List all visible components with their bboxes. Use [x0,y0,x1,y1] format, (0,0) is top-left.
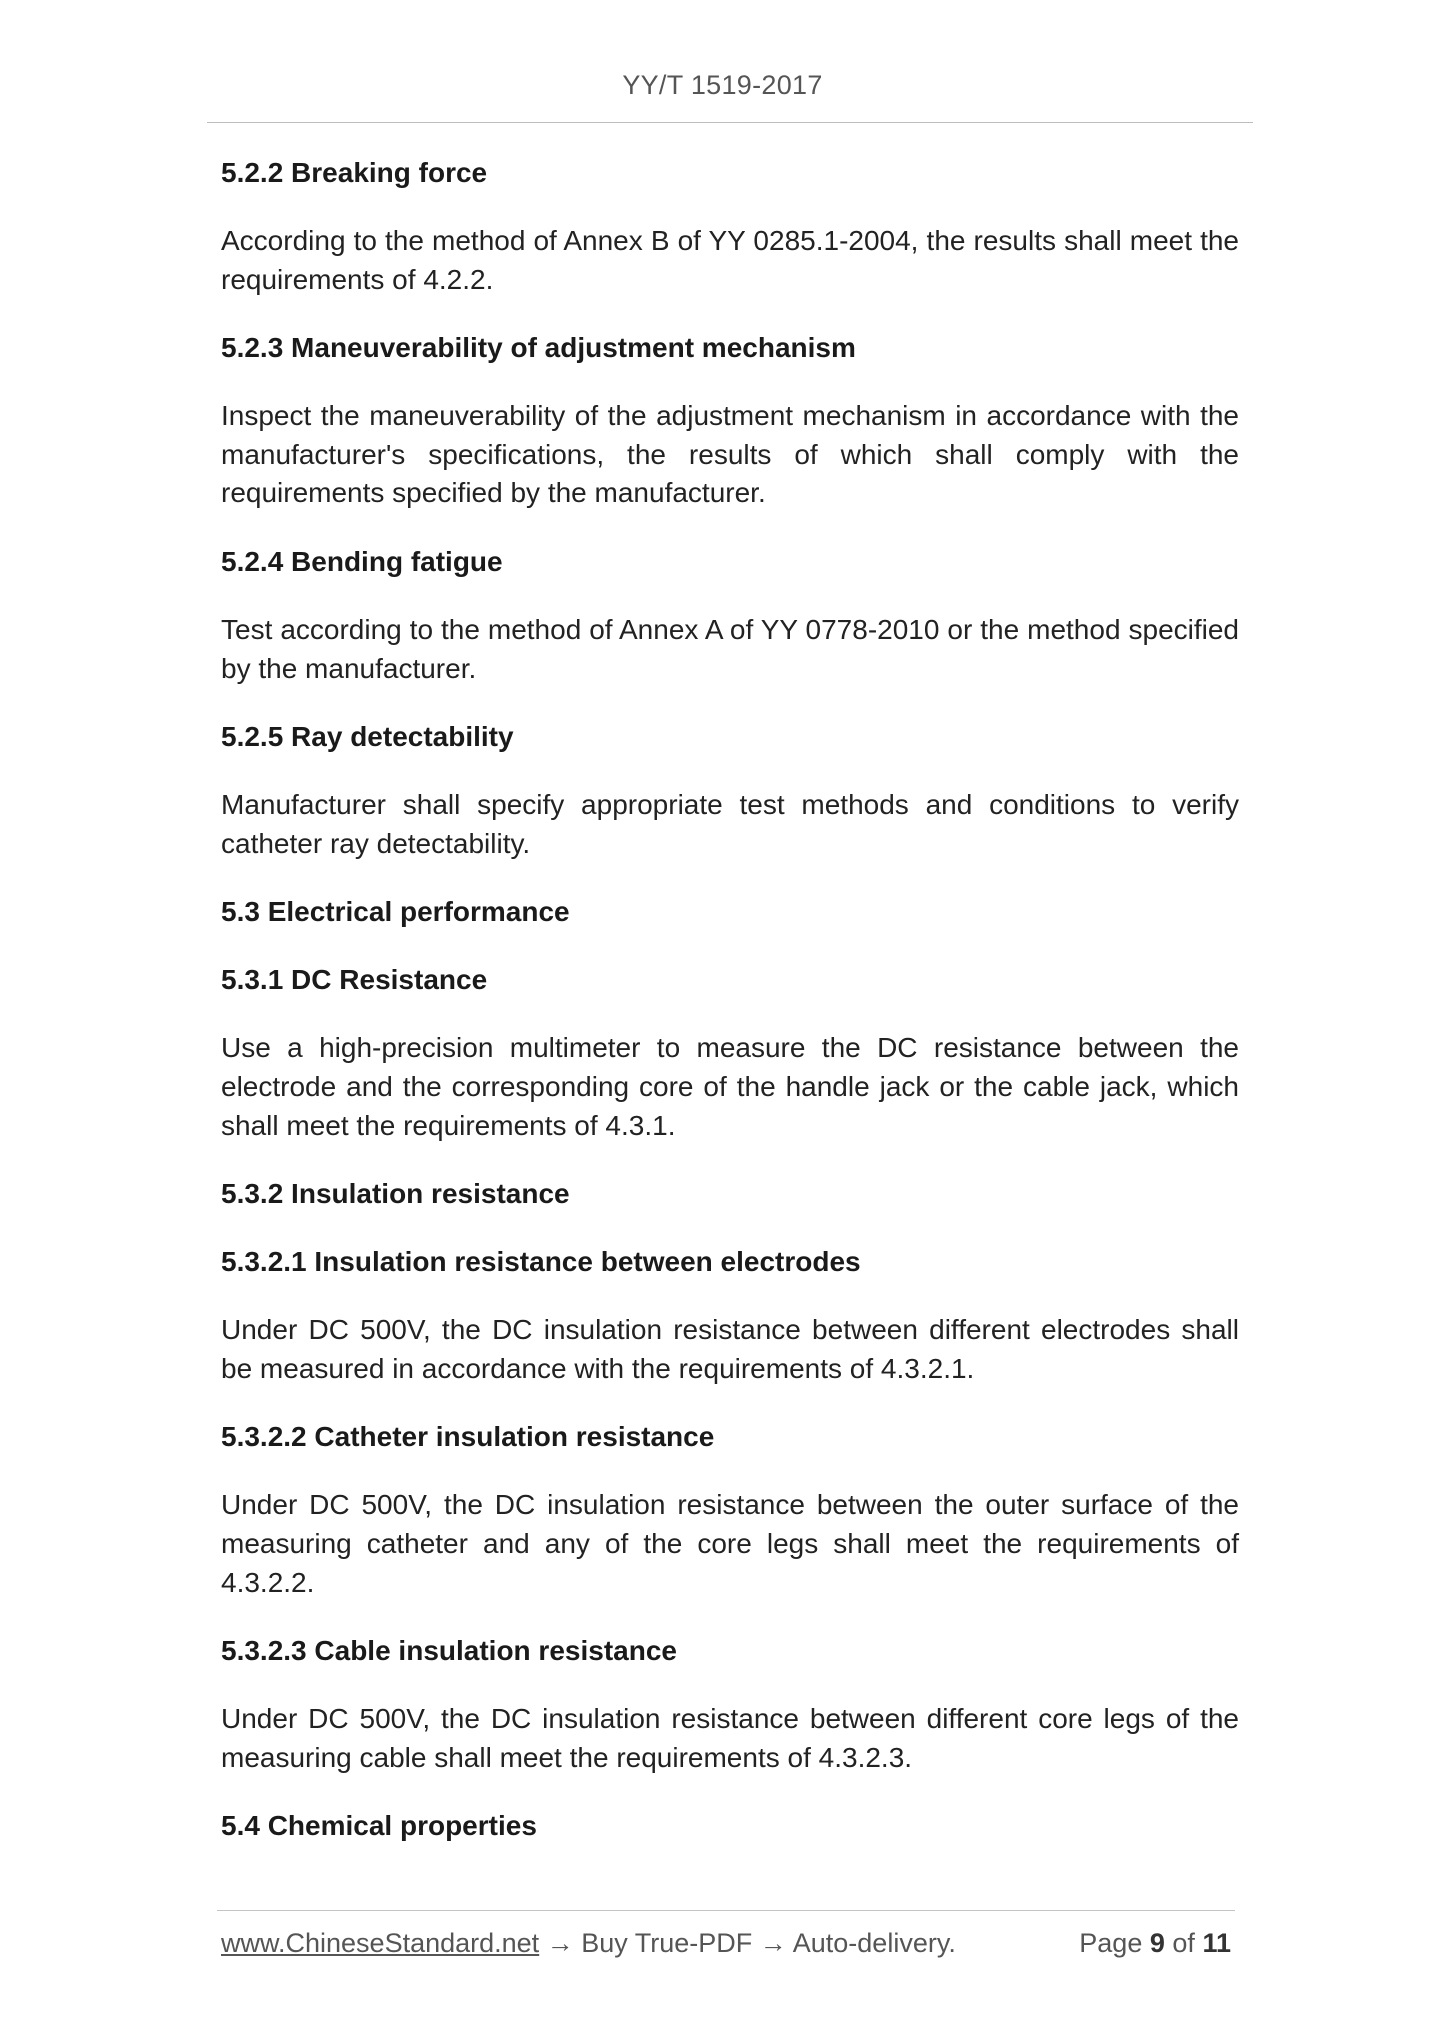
total-pages: 11 [1202,1928,1231,1958]
section-heading: 5.3.2.1 Insulation resistance between electrodes [221,1246,861,1278]
section-paragraph: Manufacturer shall specify appropriate test methods and conditions to verify catheter ray detectability. [221,789,1239,859]
section-paragraph: Test according to the method of Annex A of YY 0778-2010 or the method specified by the manufacturer. [221,613,1239,684]
section-paragraph: Under DC 500V, the DC insulation resistance between different core legs of the measuring cable shall meet the requirements of 4.3.2.3. [221,1703,1239,1773]
section-paragraph: Under DC 500V, the DC insulation resistance between different electrodes shall be measured in accordance with the requirements of 4.3.2.1. [221,1314,1239,1384]
footer-divider [217,1910,1235,1911]
page-indicator [1079,1928,1231,1959]
footer-promo-text: → Buy True-PDF → Auto-delivery. [546,1928,956,1958]
document-body [221,154,1239,1875]
section-heading: 5.3 Electrical performance [221,896,570,928]
section-heading: 5.2.2 Breaking force [221,157,488,188]
of-label: of [1172,1928,1195,1958]
header-standard-code: YY/T 1519-2017 [622,70,823,100]
section-paragraph: Use a high-precision multimeter to measure the DC resistance between the electrode and the corresponding core of the handle jack or the cable jack, which shall meet the requirements of 4.3.1. [221,1032,1239,1141]
footer-promo [221,1928,956,1959]
page-number: 9 [1149,1928,1165,1958]
section-paragraph: Inspect the maneuverability of the adjustment mechanism in accordance with the manufacturer's specifications, the results of which shall comply with the requirements specified by the manufacturer. [221,400,1239,509]
section-heading: 5.3.2.2 Catheter insulation resistance [221,1421,715,1453]
section-heading: 5.2.3 Maneuverability of adjustment mechanism [221,332,856,364]
page-label: Page [1079,1928,1143,1958]
section-heading: 5.2.4 Bending fatigue [221,545,503,577]
section-heading: 5.3.2.3 Cable insulation resistance [221,1635,677,1667]
header-divider [207,122,1253,123]
section-heading: 5.3.1 DC Resistance [221,964,488,996]
section-paragraph: Under DC 500V, the DC insulation resistance between the outer surface of the measuring catheter and any of the core legs shall meet the requirements of 4.3.2.2. [221,1489,1239,1598]
section-heading: 5.3.2 Insulation resistance [221,1178,570,1210]
section-heading: 5.4 Chemical properties [221,1810,537,1842]
website-link[interactable]: www.ChineseStandard.net [221,1928,540,1958]
section-paragraph: According to the method of Annex B of YY 0285.1-2004, the results shall meet the requirements of 4.2.2. [221,225,1239,295]
section-heading: 5.2.5 Ray detectability [221,721,514,753]
